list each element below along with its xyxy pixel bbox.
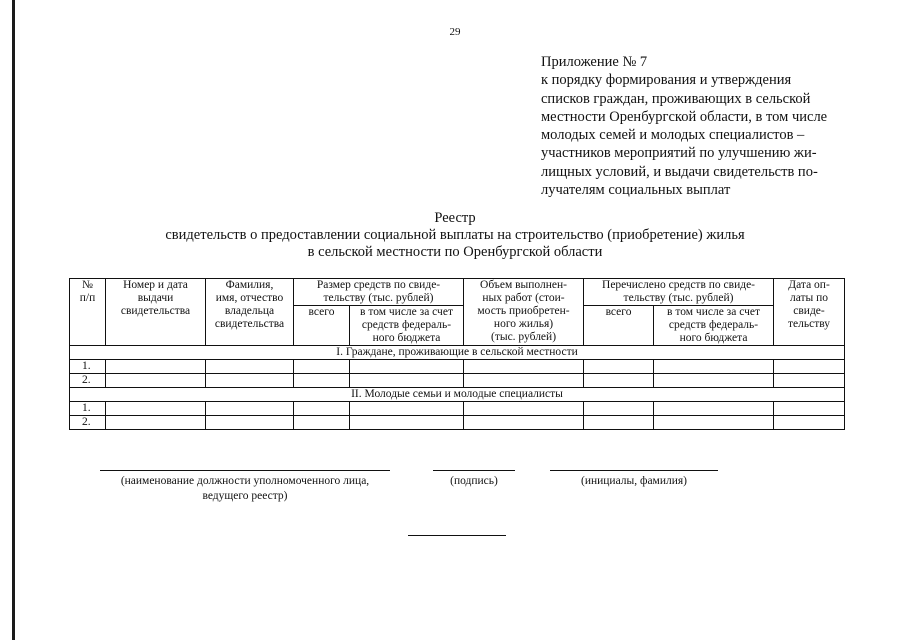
- appendix-line: участников мероприятий по улучшению жи-: [541, 145, 817, 162]
- table-cell: [294, 402, 350, 416]
- appendix-line: местности Оренбургской области, в том числе: [541, 108, 828, 125]
- table-row: [70, 360, 845, 374]
- table-cell: [654, 360, 774, 374]
- table-cell: [584, 416, 654, 430]
- table-cell: [654, 402, 774, 416]
- table-row: [70, 402, 845, 416]
- registry-title-word: Реестр: [434, 210, 476, 226]
- table-cell: [106, 416, 206, 430]
- header-certificate: Номер и дата выдачи свидетельства: [106, 279, 206, 346]
- page-number: 29: [449, 26, 461, 38]
- table-cell: [106, 402, 206, 416]
- header-num: № п/п: [70, 279, 106, 346]
- appendix-block: [541, 53, 841, 199]
- registry-title-line: в сельской местности по Оренбургской области: [307, 244, 603, 260]
- table-cell: [106, 360, 206, 374]
- table-cell: [654, 374, 774, 388]
- header-payment-date: Дата оп- латы по свиде- тельству: [774, 279, 845, 346]
- section-row: [70, 346, 845, 360]
- registry-table: [69, 278, 845, 430]
- scan-edge-line: [12, 0, 15, 640]
- appendix-line: к порядку формирования и утверждения: [541, 72, 792, 89]
- row-number: 1.: [70, 360, 106, 374]
- section-title: II. Молодые семьи и молодые специалисты: [70, 388, 845, 402]
- table-cell: [584, 374, 654, 388]
- table-cell: [464, 416, 584, 430]
- header-amount: Размер средств по свиде- тельству (тыс. рублей): [294, 279, 464, 306]
- table-cell: [584, 402, 654, 416]
- header-row-top: [70, 279, 845, 306]
- table-cell: [584, 360, 654, 374]
- header-owner: Фамилия, имя, отчество владельца свидетельства: [206, 279, 294, 346]
- appendix-line: лучателям социальных выплат: [541, 182, 731, 199]
- name-signature-line: [550, 470, 718, 471]
- position-label: (наименование должности уполномоченного лица, ведущего реестр): [120, 475, 370, 502]
- table-cell: [464, 374, 584, 388]
- table-cell: [464, 402, 584, 416]
- row-number: 2.: [70, 416, 106, 430]
- header-transferred-federal: в том числе за счет средств федераль- ного бюджета: [654, 306, 774, 346]
- table-cell: [654, 416, 774, 430]
- table-cell: [774, 374, 845, 388]
- row-number: 2.: [70, 374, 106, 388]
- signature-label: (подпись): [450, 475, 498, 487]
- appendix-title: Приложение № 7: [541, 54, 648, 70]
- table-cell: [294, 360, 350, 374]
- signature-line: [433, 470, 515, 471]
- table-cell: [294, 374, 350, 388]
- table-cell: [464, 360, 584, 374]
- table-cell: [774, 402, 845, 416]
- registry-title: [120, 210, 790, 261]
- table-cell: [774, 360, 845, 374]
- table-cell: [350, 360, 464, 374]
- table-cell: [294, 416, 350, 430]
- header-transferred-total: всего: [584, 306, 654, 346]
- table-cell: [774, 416, 845, 430]
- appendix-line: молодых семей и молодых специалистов –: [541, 127, 805, 144]
- table-cell: [206, 360, 294, 374]
- section-row: [70, 388, 845, 402]
- bottom-rule: [408, 535, 506, 536]
- name-label: (инициалы, фамилия): [580, 475, 688, 487]
- header-transferred: Перечислено средств по свиде- тельству (тыс. рублей): [584, 279, 774, 306]
- table-row: [70, 374, 845, 388]
- table-cell: [106, 374, 206, 388]
- appendix-line: лищных условий, и выдачи свидетельств по-: [541, 163, 818, 180]
- table-cell: [206, 374, 294, 388]
- table-cell: [350, 416, 464, 430]
- table-cell: [206, 416, 294, 430]
- table-cell: [350, 374, 464, 388]
- position-signature-line: [100, 470, 390, 471]
- table-row: [70, 416, 845, 430]
- row-number: 1.: [70, 402, 106, 416]
- table-cell: [350, 402, 464, 416]
- section-title: I. Граждане, проживающие в сельской местности: [70, 346, 845, 360]
- header-work-volume: Объем выполнен- ных работ (стои- мость приобретен- ного жилья) (тыс. рублей): [464, 279, 584, 346]
- header-amount-total: всего: [294, 306, 350, 346]
- header-amount-federal: в том числе за счет средств федераль- ного бюджета: [350, 306, 464, 346]
- appendix-line: списков граждан, проживающих в сельской: [541, 90, 811, 107]
- table-cell: [206, 402, 294, 416]
- registry-title-line: свидетельств о предоставлении социальной выплаты на строительство (приобретение) жилья: [165, 227, 745, 243]
